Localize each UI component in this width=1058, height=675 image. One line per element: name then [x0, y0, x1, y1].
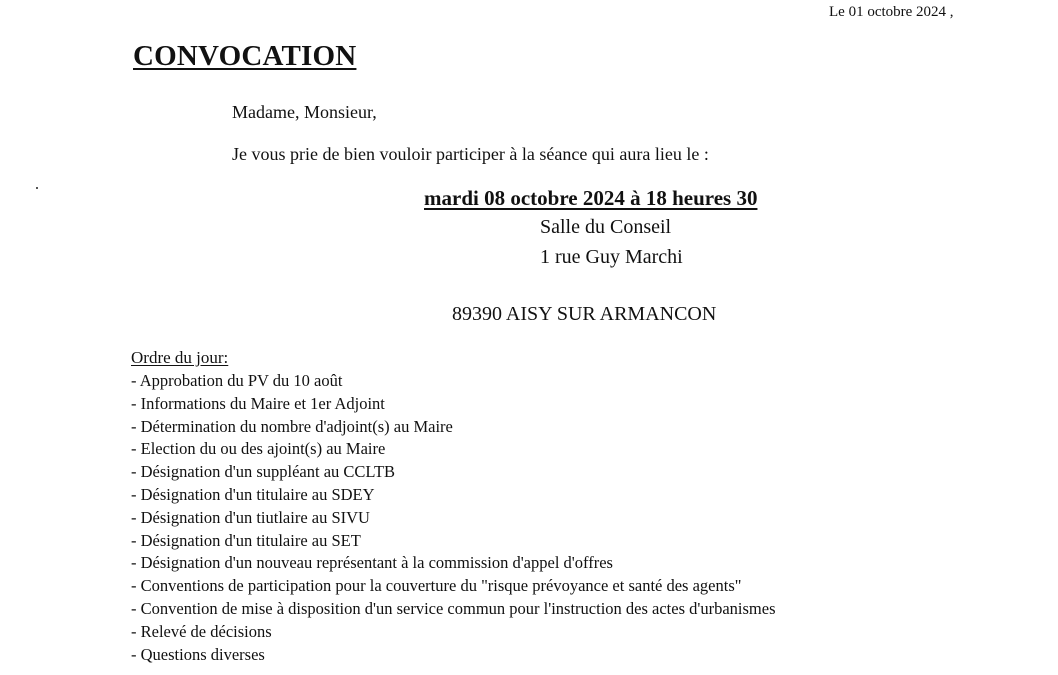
scan-speck: [36, 187, 38, 189]
agenda-item: - Approbation du PV du 10 août: [131, 371, 343, 390]
agenda-heading: Ordre du jour:: [131, 348, 229, 367]
agenda-item: - Désignation d'un titulaire au SDEY: [131, 484, 375, 504]
agenda-item: - Informations du Maire et 1er Adjoint: [131, 393, 385, 413]
agenda-item: - Election du ou des ajoint(s) au Maire: [131, 439, 386, 459]
letter-date: Le 01 octobre 2024 ,: [829, 4, 954, 20]
agenda-item: - Convention de mise à disposition d'un service commun pour l'instruction des actes d'urbanismes: [131, 598, 776, 618]
agenda-item: - Conventions de participation pour la couverture du "risque prévoyance et santé des agents": [131, 576, 742, 596]
meeting-details: [424, 186, 824, 211]
agenda-item: - Questions diverses: [131, 644, 265, 664]
agenda-item: - Détermination du nombre d'adjoint(s) au Maire: [131, 416, 453, 436]
venue-street: 1 rue Guy Marchi: [540, 246, 683, 268]
meeting-date-time: mardi 08 octobre 2024 à 18 heures 30: [424, 186, 758, 210]
salutation: Madame, Monsieur,: [232, 102, 377, 122]
agenda-item: - Relevé de décisions: [131, 621, 272, 641]
agenda-item: - Désignation d'un tiutlaire au SIVU: [131, 507, 370, 527]
agenda-section: [131, 348, 1011, 666]
venue-postcode-city: 89390 AISY SUR ARMANCON: [452, 303, 717, 325]
agenda-list: [131, 370, 1011, 666]
agenda-item: - Désignation d'un nouveau représentant à la commission d'appel d'offres: [131, 553, 613, 573]
agenda-item: - Désignation d'un suppléant au CCLTB: [131, 462, 396, 482]
agenda-item: - Désignation d'un titulaire au SET: [131, 530, 361, 550]
document-title: CONVOCATION: [133, 40, 357, 72]
intro-paragraph: Je vous prie de bien vouloir participer à la séance qui aura lieu le :: [232, 144, 709, 164]
venue-name: Salle du Conseil: [540, 216, 672, 238]
